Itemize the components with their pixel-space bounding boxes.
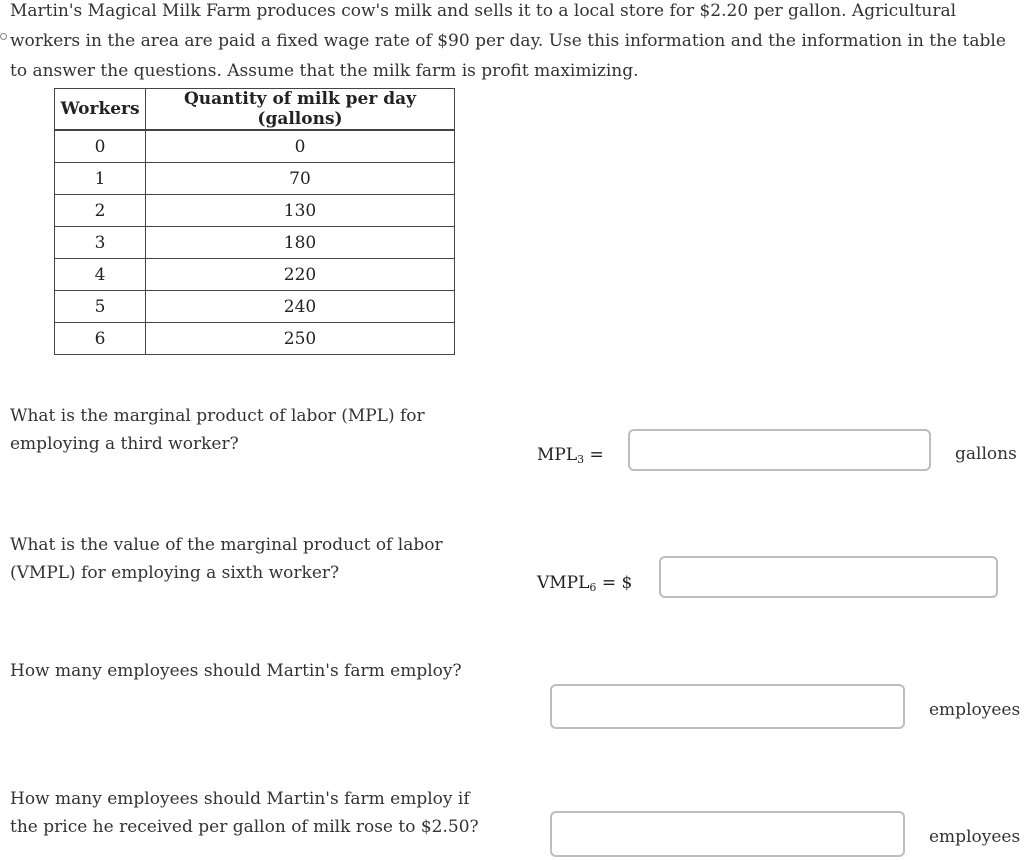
employees-unit: employees — [929, 700, 1021, 720]
cell-workers: 0 — [55, 130, 146, 163]
vmpl-label-main: VMPL — [537, 573, 590, 593]
mpl-answer-input[interactable] — [628, 429, 931, 471]
cell-quantity: 180 — [146, 227, 455, 259]
problem-statement: Martin's Magical Milk Farm produces cow's milk and sells it to a local store for $2.20 per gallon. Agricultural workers in the area are paid a fixed wage rate of $90 per day. Use this information and the information in the table to answer the questions. Assume that the milk farm is profit maximizing. — [10, 1, 1006, 81]
cell-quantity: 250 — [146, 323, 455, 355]
cell-quantity: 220 — [146, 259, 455, 291]
cell-workers: 4 — [55, 259, 146, 291]
vmpl-answer-input[interactable] — [659, 556, 998, 598]
employees-answer-input[interactable] — [550, 684, 905, 729]
employees-price-answer-input[interactable] — [550, 811, 905, 857]
mpl-label-main: MPL — [537, 445, 578, 465]
column-header-quantity: Quantity of milk per day (gallons) — [146, 89, 455, 131]
cell-quantity: 70 — [146, 163, 455, 195]
mpl-label — [537, 443, 604, 472]
cell-workers: 6 — [55, 323, 146, 355]
vmpl-label — [537, 571, 632, 600]
margin-marker — [0, 33, 7, 40]
cell-quantity: 240 — [146, 291, 455, 323]
column-header-workers: Workers — [55, 89, 146, 131]
cell-quantity: 130 — [146, 195, 455, 227]
question-employees-text: How many employees should Martin's farm employ? — [10, 661, 462, 681]
table-row — [55, 291, 455, 323]
mpl-label-subscript: 3 — [577, 453, 585, 466]
table-row — [55, 163, 455, 195]
employees-price-unit: employees — [929, 827, 1021, 847]
table-header-row — [55, 89, 455, 131]
question-mpl-text: What is the marginal product of labor (MPL) for employing a third worker? — [10, 406, 425, 454]
table-row — [55, 323, 455, 355]
question-employees-price-text: How many employees should Martin's farm employ if the price he received per gallon of milk rose to $2.50? — [10, 789, 479, 837]
table-row — [55, 227, 455, 259]
cell-workers: 3 — [55, 227, 146, 259]
question-vmpl-text: What is the value of the marginal product of labor (VMPL) for employing a sixth worker? — [10, 535, 443, 583]
cell-workers: 5 — [55, 291, 146, 323]
cell-workers: 2 — [55, 195, 146, 227]
mpl-label-equals: = — [584, 445, 604, 465]
production-table — [54, 88, 455, 355]
mpl-unit: gallons — [955, 444, 1017, 464]
vmpl-label-subscript: 6 — [589, 581, 597, 594]
table-row — [55, 259, 455, 291]
cell-quantity: 0 — [146, 130, 455, 163]
vmpl-label-equals: = $ — [596, 573, 633, 593]
cell-workers: 1 — [55, 163, 146, 195]
table-row — [55, 195, 455, 227]
table-row — [55, 130, 455, 163]
